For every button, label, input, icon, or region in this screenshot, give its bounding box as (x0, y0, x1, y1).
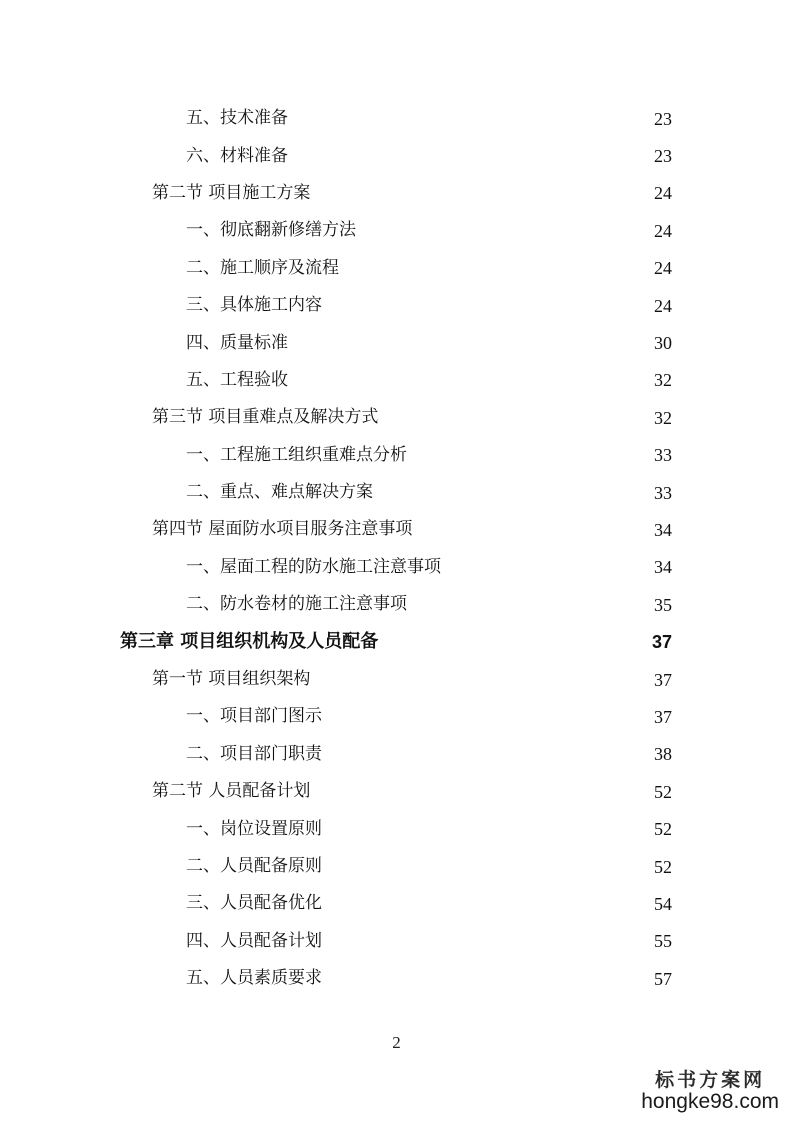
dot-leader (328, 895, 640, 913)
dot-leader (345, 259, 640, 277)
dot-leader (294, 110, 640, 128)
toc-entry-page-number: 23 (654, 146, 672, 167)
table-of-contents (0, 100, 793, 997)
watermark-title: 标书方案网 (655, 1069, 766, 1091)
dot-leader (328, 858, 640, 876)
toc-entry-title[interactable]: 第二节 人员配备计划 (152, 783, 316, 800)
dot-leader (413, 596, 640, 614)
toc-entry-page-number: 24 (654, 258, 672, 279)
dot-leader (362, 222, 640, 240)
toc-entry-page-number: 52 (654, 781, 672, 802)
toc-entry[interactable] (0, 661, 793, 698)
toc-entry-page-number: 52 (654, 856, 672, 877)
toc-entry-title[interactable]: 二、防水卷材的施工注意事项 (186, 596, 413, 613)
dot-leader (316, 184, 640, 202)
toc-entry[interactable] (0, 885, 793, 922)
dot-leader (328, 820, 640, 838)
toc-entry-title[interactable]: 四、人员配备计划 (186, 933, 328, 950)
dot-leader (379, 484, 640, 502)
toc-entry[interactable] (0, 287, 793, 324)
toc-entry-title[interactable]: 四、质量标准 (186, 335, 294, 352)
toc-entry-title[interactable]: 一、项目部门图示 (186, 708, 328, 725)
toc-entry-title[interactable]: 六、材料准备 (186, 148, 294, 165)
toc-entry[interactable] (0, 623, 793, 660)
toc-entry[interactable] (0, 175, 793, 212)
toc-entry[interactable] (0, 698, 793, 735)
toc-entry-page-number: 38 (654, 744, 672, 765)
toc-entry[interactable] (0, 960, 793, 997)
toc-entry[interactable] (0, 212, 793, 249)
toc-entry-title[interactable]: 三、人员配备优化 (186, 895, 328, 912)
toc-entry-page-number: 35 (654, 594, 672, 615)
toc-entry[interactable] (0, 773, 793, 810)
toc-entry-title[interactable]: 第一节 项目组织架构 (152, 671, 316, 688)
toc-entry-page-number: 37 (654, 706, 672, 727)
dot-leader (316, 783, 640, 801)
toc-entry-title[interactable]: 第二节 项目施工方案 (152, 185, 316, 202)
toc-entry[interactable] (0, 736, 793, 773)
toc-entry-title[interactable]: 一、彻底翻新修缮方法 (186, 222, 362, 239)
dot-leader (418, 521, 640, 539)
dot-leader (316, 671, 640, 689)
toc-entry-title[interactable]: 一、屋面工程的防水施工注意事项 (186, 559, 447, 576)
toc-entry-page-number: 33 (654, 482, 672, 503)
dot-leader (294, 147, 640, 165)
watermark (641, 1065, 779, 1114)
dot-leader (328, 708, 640, 726)
toc-entry-page-number: 23 (654, 108, 672, 129)
toc-entry-title[interactable]: 五、人员素质要求 (186, 970, 328, 987)
toc-entry[interactable] (0, 137, 793, 174)
toc-entry-page-number: 24 (654, 220, 672, 241)
toc-entry[interactable] (0, 848, 793, 885)
toc-entry-page-number: 57 (654, 968, 672, 989)
toc-entry-page-number: 54 (654, 893, 672, 914)
toc-entry-title[interactable]: 一、工程施工组织重难点分析 (186, 447, 413, 464)
toc-entry-page-number: 37 (654, 669, 672, 690)
toc-entry[interactable] (0, 923, 793, 960)
toc-entry[interactable] (0, 586, 793, 623)
toc-entry[interactable] (0, 362, 793, 399)
toc-entry-title[interactable]: 第三节 项目重难点及解决方式 (152, 409, 384, 426)
dot-leader (328, 745, 640, 763)
toc-entry-title[interactable]: 第三章 项目组织机构及人员配备 (120, 633, 384, 651)
dot-leader (413, 446, 640, 464)
toc-entry[interactable] (0, 810, 793, 847)
toc-entry-page-number: 32 (654, 407, 672, 428)
toc-entry[interactable] (0, 474, 793, 511)
toc-entry-title[interactable]: 三、具体施工内容 (186, 297, 328, 314)
page-number: 2 (392, 1033, 401, 1052)
toc-entry[interactable] (0, 549, 793, 586)
dot-leader (328, 970, 640, 988)
dot-leader (384, 633, 640, 651)
toc-entry-page-number: 33 (654, 445, 672, 466)
toc-entry[interactable] (0, 437, 793, 474)
toc-entry[interactable] (0, 324, 793, 361)
toc-entry-page-number: 32 (654, 370, 672, 391)
toc-entry[interactable] (0, 511, 793, 548)
toc-entry-title[interactable]: 二、人员配备原则 (186, 858, 328, 875)
dot-leader (447, 558, 640, 576)
toc-entry-page-number: 30 (654, 333, 672, 354)
toc-entry-page-number: 24 (654, 183, 672, 204)
dot-leader (328, 297, 640, 315)
toc-entry-page-number: 34 (654, 519, 672, 540)
dot-leader (328, 932, 640, 950)
toc-entry-title[interactable]: 一、岗位设置原则 (186, 821, 328, 838)
toc-entry-page-number: 24 (654, 295, 672, 316)
toc-entry-title[interactable]: 五、技术准备 (186, 110, 294, 127)
toc-entry-title[interactable]: 二、施工顺序及流程 (186, 260, 345, 277)
toc-entry[interactable] (0, 250, 793, 287)
toc-entry-title[interactable]: 五、工程验收 (186, 372, 294, 389)
toc-entry-page-number: 34 (654, 557, 672, 578)
toc-entry-title[interactable]: 二、项目部门职责 (186, 746, 328, 763)
toc-entry-page-number: 55 (654, 931, 672, 952)
toc-entry[interactable] (0, 399, 793, 436)
dot-leader (294, 371, 640, 389)
toc-entry[interactable] (0, 100, 793, 137)
toc-entry-title[interactable]: 第四节 屋面防水项目服务注意事项 (152, 521, 418, 538)
toc-entry-page-number: 52 (654, 819, 672, 840)
dot-leader (294, 334, 640, 352)
dot-leader (384, 409, 640, 427)
watermark-url: hongke98.com (641, 1090, 779, 1113)
toc-entry-page-number: 37 (651, 632, 672, 653)
toc-entry-title[interactable]: 二、重点、难点解决方案 (186, 484, 379, 501)
